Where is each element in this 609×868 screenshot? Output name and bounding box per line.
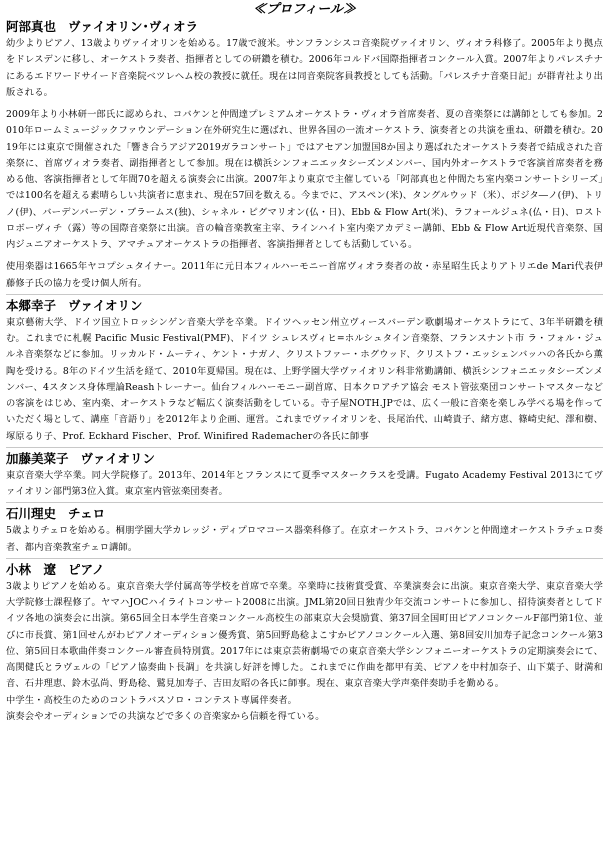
person-name: 石川理史 <box>6 506 57 522</box>
bio-paragraph: 東京藝術大学、ドイツ国立トロッシンゲン音楽大学を卒業。ドイツヘッセン州立ヴィースバーデン歌劇場オーケストラにて、3年半研鑽を積む。これまでに札幌 Pacific Music Festival(PMF)、ドイツ シュレスヴィヒ=ホルシュタイン音楽祭、フランスナント市 ラ・フォル・ジュルネ音楽祭などに参加。リッカルド・ムーティ、ケント・ナガノ、クリストファー・ホグウッド、クリストフ・エッシェンバッハの各氏から薫陶を受ける。8年のドイツ生活を経て、2010年夏帰国。現在は、上野学園大学ヴァイオリン科非常勤講師、横浜シンフォニエッタシーズンメンバー、4スタンス身体理論Reashトレーナー。仙台フィルハーモニー副首席、日本クロアチア協会 モスト管弦楽団コンサートマスターなどの客演をはじめ、室内楽、オーケストラなど幅広く演奏活動をしている。寺子屋NOTH.JPでは、広く一般に音楽を楽しみ学べる場を作っていただく場として、講座「音語り」を2012年より企画、運営。これまでヴァイオリンを、長尾治代、山崎貴子、緒方恵、篠崎史紀、澤和樹、塚原るり子、Prof. Eckhard Fischer、Prof. Winifired Rademacherの各氏に師事 <box>6 316 603 442</box>
person-name: 小林 遼 <box>6 561 57 577</box>
bio-paragraph: 中学生・高校生のためのコントラバスソロ・コンテスト専属伴奏者。 <box>6 694 298 706</box>
bio-paragraph: 3歳よりピアノを始める。東京音楽大学付属高等学校を首席で卒業。卒業時に技術賞受賞、卒業演奏会に出演。東京音楽大学、東京音楽大学大学院修士課程修了。ヤマハJOCハイライトコンサート2008に出演。JML第20回日独青少年交流コンサートに参加し、招待演奏者としてドイツ各地の演奏会に出演。第65回全日本学生音楽コンクール高校生の部東京大会奨励賞、第37回全国町田ピアノコンクールF部門第1位、並びに市長賞、第1回せんがわピアノオーディション優秀賞、第5回野島稔よこすかピアノコンクール入選、第8回安川加寿子記念コンクール第3位、第5回日本歌曲伴奏コンクール審査員特別賞。2017年には東京芸術劇場での東京音楽大学シンフォニーオーケストラの定期演奏会にて、高関健氏とラヴェルの「ピアノ協奏曲ト長調」を共演し好評を博した。これまでに作曲を都甲有美、ピアノを中村加奈子、山下葉子、財満和音、石井理恵、鈴木弘尚、野島稔、鷲見加寿子、吉田友昭の各氏に師事。現在、東京音楽大学声楽伴奏助手を勤める。 <box>6 580 603 690</box>
section-divider <box>6 502 603 503</box>
person-instrument: ピアノ <box>68 561 105 577</box>
person-instrument: チェロ <box>68 506 106 522</box>
person-instrument: ヴァイオリン <box>68 297 143 313</box>
bio-paragraph: 5歳よりチェロを始める。桐朋学園大学カレッジ・ディプロマコース器楽科修了。在京オーケストラ、コバケンと仲間達オーケストラチェロ奏者、都内音楽教室チェロ講師。 <box>6 525 603 553</box>
profile-page <box>0 3 609 868</box>
bio-paragraph: 使用楽器は1665年ヤコプシュタイナー。2011年に元日本フィルハーモニー首席ヴィオラ奏者の故・赤星昭生氏よりアトリエde Mari代表伊藤修子氏の協力を受け個人所有。 <box>6 261 603 289</box>
profile-heading-hongo <box>6 298 603 313</box>
person-instrument: ヴァイオリン <box>80 450 156 466</box>
section-divider <box>6 294 603 295</box>
section-divider <box>6 447 603 448</box>
profile-heading-ishikawa <box>6 506 603 521</box>
bio-paragraph: 演奏会やオーディションでの共演などで多くの音楽家から信頼を得ている。 <box>6 710 325 722</box>
person-name: 本郷幸子 <box>6 297 57 313</box>
profile-heading-kato <box>6 451 603 466</box>
person-instrument: ヴァイオリン･ヴィオラ <box>68 19 199 34</box>
profile-heading-kobayashi <box>6 562 603 577</box>
bio-paragraph: 東京音楽大学卒業。同大学院修了。2013年、2014年とフランスにて夏季マスタークラスを受講。Fugato Academy Festival 2013にてヴァイオリン部門第3位入賞。東京室内管弦楽団奏者。 <box>6 469 603 497</box>
profile-heading-abe <box>6 19 603 34</box>
person-name: 阿部真也 <box>6 19 57 34</box>
person-name: 加藤美菜子 <box>6 450 69 466</box>
bio-paragraph: 幼少よりピアノ、13歳よりヴァイオリンを始める。17歳で渡米。サンフランシスコ音楽院ヴァイオリン、ヴィオラ科修了。2005年より拠点をドレスデンに移し、オーケストラ奏者、指揮者としての研鑽を積む。2006年コルドバ国際指揮者コンクール入賞。2007年よりパレスチナにあるエドワードサイード音楽院ベツレヘム校の教授に就任。現在は同音楽院客員教授としても活動。「パレスチナ音楽日記」が群青社より出版される。 <box>6 38 603 98</box>
section-divider <box>6 558 603 559</box>
bio-paragraph: 2009年より小林研一郎氏に認められ、コバケンと仲間達プレミアムオーケストラ・ヴィオラ首席奏者、夏の音楽祭には講師としても参加。2010年ロームミュージックファウンデーション在外研究生に選ばれ、世界各国の一流オーケストラ、演奏者との共演を重ね、研鑽を積む。2019年には東京で開催された「響き合うアジア2019ガラコンサート」ではアセアン加盟国8か国より選ばれたオーケストラ奏者で結成された音楽祭に、首席ヴィオラ奏者、副指揮者として参加。現在は横浜シンフォニエッタシーズンメンバー、国内外オーケストラで客演首席奏者を務める他、客演指揮者として年間70を超える演奏会に出演。2007年より東京で主催している「阿部真也と仲間たち室内楽コンサートシリーズ」では100名を超える素晴らしい共演者に恵まれ、現在57回を数える。今までに、アスペン(米)、タングルウッド（米）、ボジタ―ノ(伊)、トリノ(伊)、バーデンバーデン・ブラームス(独)、シャネル・ピグマリオン(仏・日)、Ebb & Flow Art(米)、ラフォールジュネ(仏・日)、ロストロボーヴィチ（露）等の国際音楽祭に出演。音の輪音楽教室主宰、ラインハイト室内楽アカデミー講師、Ebb & Flow Art近現代音楽祭、国内ジュニアオーケストラ、アマチュアオーケストラの指揮者、客演指揮者としても活動している。 <box>6 109 603 250</box>
page-title: ≪プロフィール≫ <box>253 2 356 17</box>
